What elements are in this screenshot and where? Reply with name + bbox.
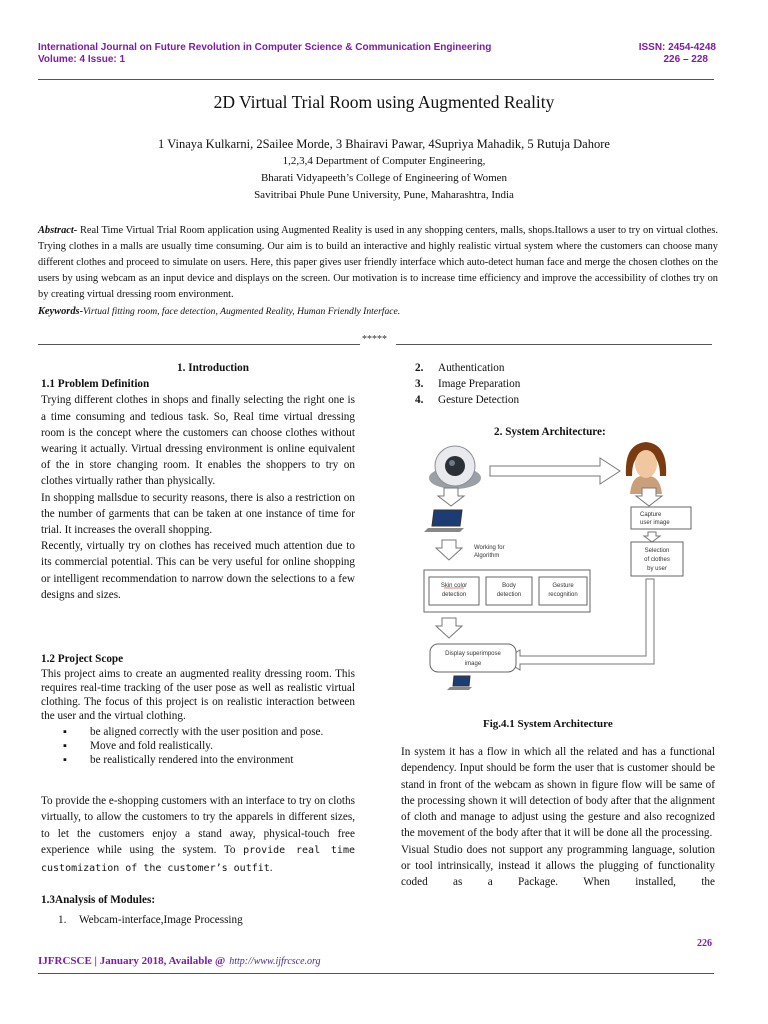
keywords-label: Keywords- xyxy=(38,306,84,317)
selection-of-clothes-box xyxy=(631,542,683,576)
authors: 1 Vinaya Kulkarni, 2Sailee Morde, 3 Bhairavi Pawar, 4Supriya Mahadik, 5 Rutuja Dahore xyxy=(158,137,610,151)
footer-citation: IJFRCSCE | January 2018, Available @ http://www.ijfrcsce.org xyxy=(38,955,321,967)
left-column xyxy=(41,360,355,603)
working-for-algorithm-label: Working for xyxy=(474,545,505,551)
paper-title: 2D Virtual Trial Room using Augmented Reality xyxy=(213,92,555,112)
skin-color-detection-label: Skin color xyxy=(440,583,468,589)
arrow-down-icon xyxy=(436,540,462,560)
project-scope-heading: 1.2 Project Scope xyxy=(41,653,124,665)
keywords xyxy=(38,306,400,317)
customization-text: provide real time customization of the customer’s outfit xyxy=(41,845,355,874)
keywords-text: Virtual fitting room, face detection, Augmented Reality, Human Friendly Interface. xyxy=(83,306,401,317)
list-item: ▪ be realistically rendered into the environment xyxy=(41,753,355,767)
college: Bharati Vidyapeeth’s College of Engineering of Women xyxy=(260,172,508,184)
arrow-right-icon xyxy=(490,458,620,484)
scope-bullet-list xyxy=(41,725,355,767)
separator-stars: ***** xyxy=(362,334,387,345)
laptop-icon xyxy=(424,510,464,532)
list-item: 4. Gesture Detection xyxy=(415,394,520,407)
issn: ISSN: 2454-4248 xyxy=(638,42,716,53)
svg-text:of clothes: of clothes xyxy=(644,557,670,563)
gesture-recognition-label: Gesture xyxy=(552,583,574,589)
page-number: 226 xyxy=(697,938,712,949)
module-number: 1. xyxy=(58,914,67,926)
svg-text:recognition: recognition xyxy=(548,592,578,598)
user-avatar-icon xyxy=(626,442,666,494)
paragraph: In system it has a flow in which all the related and has a functional dependency. Input should be form the user that is customer should be stand in front of the webcam as shown in figure flow will be same of the processing shown it will detection of body after that the alignment of cloth and manage to adjust using the gesture and also recognized the movement of the body after that it will be done all the processing. xyxy=(401,746,715,840)
paragraph: Recently, virtually try on clothes has received much attention due to its commercial potential. This can be very useful for online shopping or intelligent recommendation to narrow down the selections to a few designs and sizes. xyxy=(41,540,355,601)
modules-list xyxy=(415,360,520,409)
scope-section xyxy=(41,651,355,767)
department: 1,2,3,4 Department of Computer Engineering, xyxy=(282,155,486,167)
figure-caption: Fig.4.1 System Architecture xyxy=(483,718,613,730)
volume-issue: Volume: 4 Issue: 1 xyxy=(38,54,126,65)
university: Savitribai Phule Pune University, Pune, Maharashtra, India xyxy=(254,189,514,201)
right-paragraphs xyxy=(401,744,715,891)
modules-heading: 1.3Analysis of Modules: xyxy=(41,894,156,906)
arrow-down-icon xyxy=(438,488,464,506)
svg-text:detection: detection xyxy=(496,592,522,598)
list-item: ▪ Move and fold realistically. xyxy=(41,739,355,753)
page-range: 226 – 228 xyxy=(663,54,708,65)
footer-rule xyxy=(38,973,714,974)
paragraph: In shopping mallsdue to security reasons, there is also a restriction on the number of garments that can be taken at one instance of time for trial. It increases the overall shopping. xyxy=(41,491,355,537)
list-item: 2. Authentication xyxy=(415,362,505,374)
list-item: 3. Image Preparation xyxy=(415,378,521,391)
svg-text:user image: user image xyxy=(640,520,670,526)
body-detection-label: Body xyxy=(502,583,516,589)
abstract-label: Abstract- xyxy=(38,225,78,236)
system-architecture-diagram xyxy=(420,436,720,706)
svg-text:Display superimpose: Display superimpose xyxy=(445,651,501,657)
svg-text:image: image xyxy=(464,661,482,667)
display-superimpose-image-box xyxy=(430,644,516,672)
svg-text:by user: by user xyxy=(647,566,667,572)
module-label: Webcam-interface,Image Processing xyxy=(79,914,243,926)
problem-definition-heading: 1.1 Problem Definition xyxy=(41,378,150,391)
svg-text:Capture: Capture xyxy=(640,512,662,518)
introduction-heading: 1. Introduction xyxy=(177,362,249,374)
abstract xyxy=(38,223,718,303)
paragraph: Trying different clothes in shops and finally selecting the right one is a time consuming and tedious task. So, Real time virtual dressing room is the concept where the customers can choose clothes without wearing it actually. Virtual dressing environment is online equivalent of the in store changing room. It enables the shoppers to try on clothes virtually rather than physically. xyxy=(41,394,355,488)
paragraph: This project aims to create an augmented reality dressing room. This requires real-time tracking of the user pose as well as realistic virtual clothing. The focus of this project is on realistic interaction between the user and the virtual clothing. xyxy=(41,668,355,722)
laptop-icon xyxy=(447,676,472,690)
list-item: ▪ be aligned correctly with the user position and pose. xyxy=(41,725,355,739)
svg-text:Selection: Selection xyxy=(644,548,670,554)
webcam-icon xyxy=(429,446,481,489)
working-for-algorithm-label: Algorithm xyxy=(474,553,500,559)
footer-url[interactable]: http://www.ijfrcsce.org xyxy=(229,956,321,967)
architecture-heading: 2. System Architecture: xyxy=(494,426,606,438)
arrow-down-icon xyxy=(644,532,660,542)
svg-text:detection: detection xyxy=(441,592,467,598)
capture-user-image-box xyxy=(631,507,691,529)
processing-group-box xyxy=(424,570,590,612)
paragraph: Visual Studio does not support any programming language, solution or tool intrinsically, instead it allows the plugging of functionality coded as a Package. When installed, the xyxy=(401,843,715,889)
abstract-text: Real Time Virtual Trial Room application using Augmented Reality is used in any shopping centers, malls, shops.Itallows a user to try on virtual clothes. Trying clothes in a malls are usually time consuming. Our aim is to build an interactive and highly realistic virtual system where the customers can choose many different clothes and proceed to simulate on users. Here, this paper gives user friendly interface which auto-detect human face and merge the chosen clothes on the users by using webcam as an input device and displays on the screen. Our motivation is to increase time efficiency and improve the accessibility of clothes try on by creating virtual dressing room environment. xyxy=(38,225,718,300)
arrow-down-icon xyxy=(436,618,462,638)
header-rule xyxy=(38,79,714,80)
paragraph: To provide the e-shopping customers with an interface to try on cloths virtually, to allow the customers to try the apparels in different sizes, to let the customers enjoy a stand away, physical-touch free experience while using the system. To provide real time customization of the customer’s outfit. xyxy=(41,795,355,874)
journal-name: International Journal on Future Revolution in Computer Science & Communication Engineering xyxy=(38,42,492,53)
separator-right xyxy=(396,344,712,345)
separator-left xyxy=(38,344,360,345)
